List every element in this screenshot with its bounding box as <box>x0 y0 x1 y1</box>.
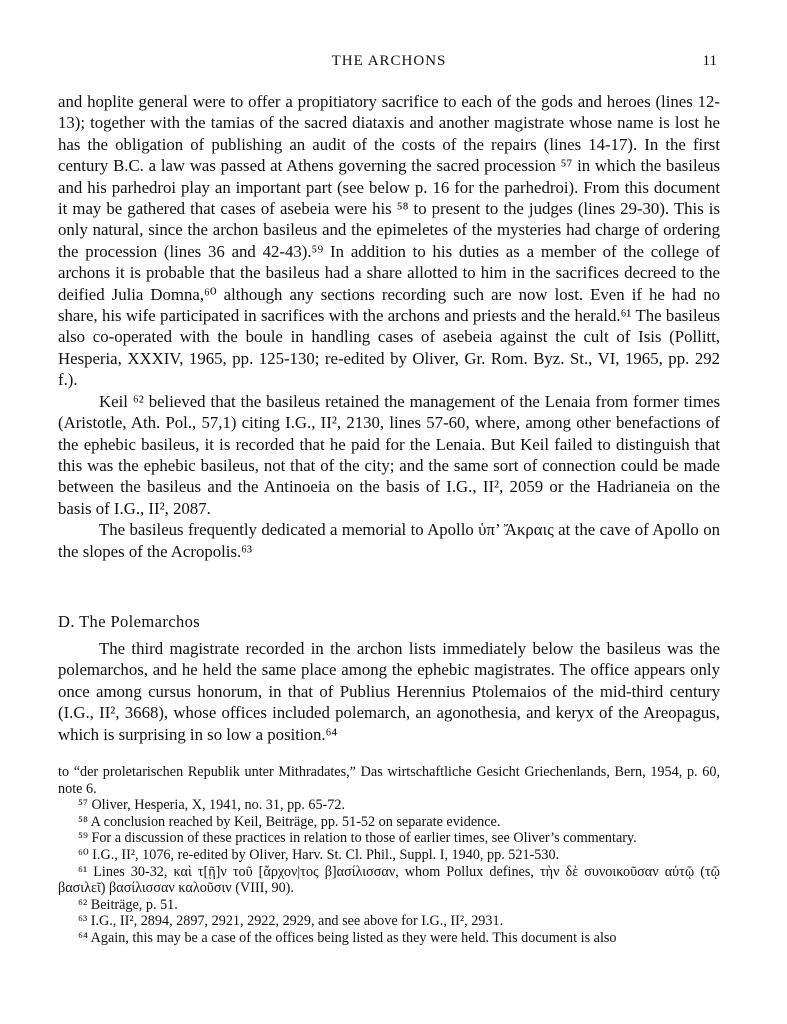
footnote-64: ⁶⁴ Again, this may be a case of the offices being listed as they were held. This document is also <box>78 929 617 946</box>
paragraph-3: The basileus frequently dedicated a memorial to Apollo ὑπ’ Ἄκραις at the cave of Apollo on the slopes of the Acropolis.⁶³ <box>58 520 720 561</box>
section-heading: D. The Polemarchos <box>58 612 201 631</box>
running-title: THE ARCHONS <box>331 53 447 69</box>
main-text <box>58 91 720 562</box>
footnote-60: ⁶⁰ I.G., II², 1076, re-edited by Oliver, Harv. St. Cl. Phil., Suppl. I, 1940, pp. 521-530. <box>78 846 560 863</box>
footnote-63: ⁶³ I.G., II², 2894, 2897, 2921, 2922, 2929, and see above for I.G., II², 2931. <box>78 913 504 930</box>
page-number: 11 <box>702 53 717 69</box>
footnote-61: ⁶¹ Lines 30-32, καὶ τ[ῇ]ν τοῦ [ἄρχον|τος β]ασίλισσαν, whom Pollux defines, τὴν δὲ συνοικοῦσαν αὐτῷ (τῷ βασιλεῖ) βασίλισσαν καλοῦσιν (VIII, 90). <box>58 863 720 897</box>
paragraph-2: Keil ⁶² believed that the basileus retained the management of the Lenaia from former times (Aristotle, Ath. Pol., 57,1) citing I.G., II², 2130, lines 57-60, where, among other benefactions of the ephebic basileus, it is recorded that he paid for the Lenaia. But Keil failed to distinguish that this was the ephebic basileus, not that of the city; and the same sort of connection could be made between the basileus and the Antinoeia on the basis of I.G., II², 2059 or the Hadrianeia on the basis of I.G., II², 2087. <box>58 391 720 518</box>
footnote-58: ⁵⁸ A conclusion reached by Keil, Beiträge, pp. 51-52 on separate evidence. <box>78 813 501 830</box>
section-text <box>58 638 720 745</box>
footnote-continuation: to “der proletarischen Republik unter Mithradates,” Das wirtschaftliche Gesicht Griechenlands, Bern, 1954, p. 60, note 6. <box>58 764 720 797</box>
footnote-62: ⁶² Beiträge, p. 51. <box>78 896 178 913</box>
footnote-57: ⁵⁷ Oliver, Hesperia, X, 1941, no. 31, pp. 65-72. <box>78 797 346 814</box>
footnotes <box>58 764 720 947</box>
paragraph-1: and hoplite general were to offer a propitiatory sacrifice to each of the gods and heroes (lines 12-13); together with the tamias of the sacred diataxis and another magistrate whose name is lost he has the obligation of publishing an audit of the costs of the repairs (lines 14-17). In the first century B.C. a law was passed at Athens governing the sacred procession ⁵⁷ in which the basileus and his parhedroi play an important part (see below p. 16 for the parhedroi). From this document it may be gathered that cases of asebeia were his ⁵⁸ to present to the judges (lines 29-30). This is only natural, since the archon basileus and the epimeletes of the mysteries had charge of ordering the procession (lines 36 and 42-43).⁵⁹ In addition to his duties as a member of the college of archons it is probable that the basileus had a share allotted to him in the sacrifices decreed to the deified Julia Domna,⁶⁰ although any sections recording such are now lost. Even if he had no share, his wife participated in sacrifices with the archons and priests and the herald.⁶¹ The basileus also co-operated with the boule in handling cases of asebeia against the cult of Isis (Pollitt, Hesperia, XXXIV, 1965, pp. 125-130; re-edited by Oliver, Gr. Rom. Byz. St., VI, 1965, pp. 292 f.). <box>58 92 720 390</box>
page-header <box>58 53 720 73</box>
section-paragraph: The third magistrate recorded in the archon lists immediately below the basileus was the polemarchos, and he held the same place among the ephebic magistrates. The office appears only once among cursus honorum, in that of Publius Herennius Ptolemaios of the mid-third century (I.G., II², 3668), whose offices included polemarch, an agonothesia, and keryx of the Areopagus, which is surprising in so low a position.⁶⁴ <box>58 639 720 744</box>
footnote-59: ⁵⁹ For a discussion of these practices in relation to those of earlier times, see Oliver’s commentary. <box>78 830 637 847</box>
